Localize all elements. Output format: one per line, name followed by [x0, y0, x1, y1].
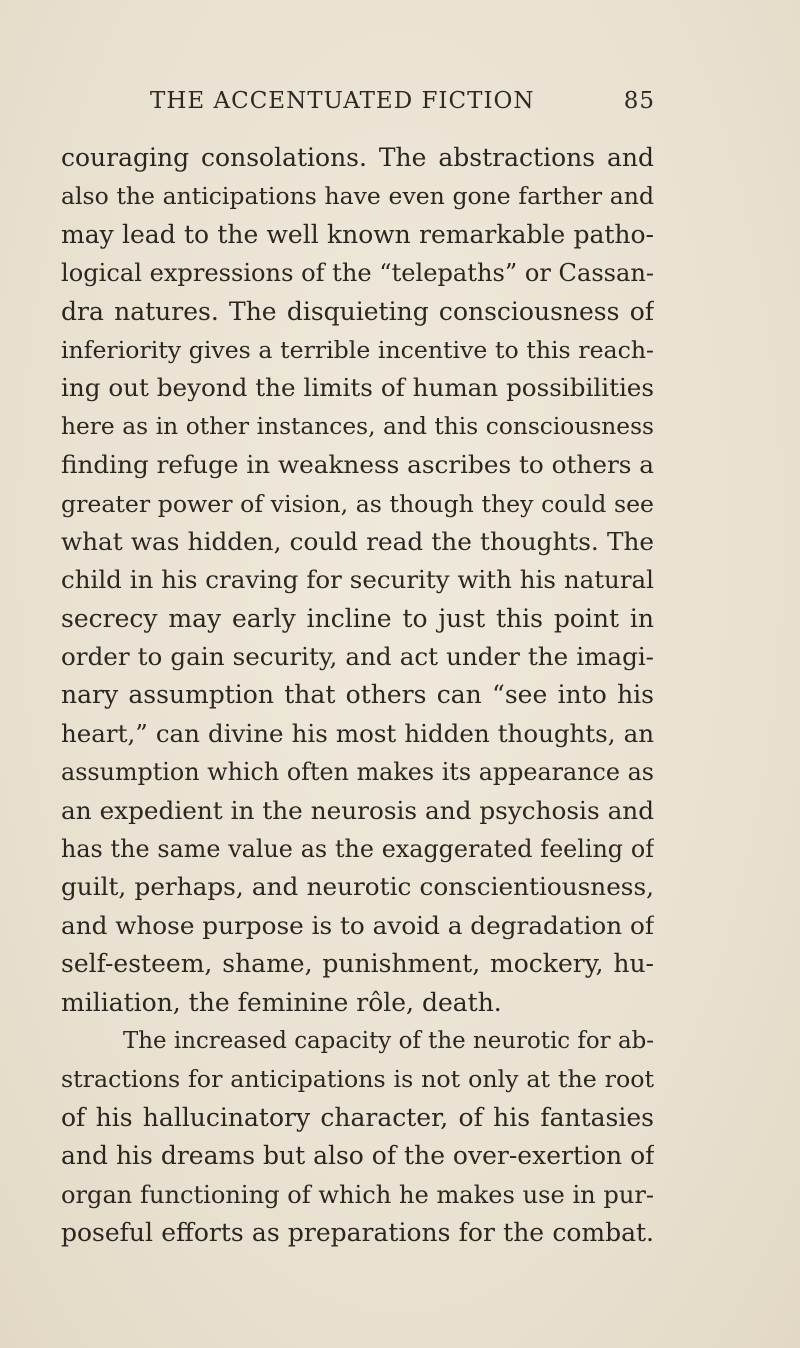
text-line: secrecy may early incline to just this point in: [61, 603, 654, 633]
text-line: of his hallucinatory character, of his fantasies: [61, 1102, 654, 1132]
running-head-title: THE ACCENTUATED FICTION: [150, 88, 535, 114]
text-line: has the same value as the exaggerated feeling of: [61, 835, 654, 864]
text-line: stractions for anticipations is not only at the root: [61, 1065, 654, 1094]
text-line: nary assumption that others can “see into his: [61, 680, 654, 710]
body-text: [61, 139, 654, 1252]
text-line: greater power of vision, as though they could see: [61, 489, 654, 518]
page-number: 85: [623, 88, 655, 114]
running-head: [150, 88, 655, 120]
text-line: may lead to the well known remarkable patho-: [61, 219, 654, 249]
paragraph-end-line: miliation, the feminine rôle, death.: [61, 987, 502, 1017]
text-line: ing out beyond the limits of human possibilities: [61, 373, 654, 403]
text-line: and whose purpose is to avoid a degradation of: [61, 910, 654, 940]
text-line: self-esteem, shame, punishment, mockery, hu-: [61, 949, 654, 979]
text-line: logical expressions of the “telepaths” or Cassan-: [61, 259, 654, 288]
paragraph-start-line: The increased capacity of the neurotic for ab-: [123, 1027, 654, 1054]
text-line: also the anticipations have even gone farther and: [61, 182, 654, 211]
text-line: what was hidden, could read the thoughts. The: [61, 526, 654, 556]
text-line: poseful efforts as preparations for the combat.: [61, 1217, 654, 1247]
text-line: and his dreams but also of the over-exertion of: [61, 1141, 654, 1171]
text-line: an expedient in the neurosis and psychosis and: [61, 795, 654, 825]
text-line: order to gain security, and act under the imagi-: [61, 642, 654, 672]
text-line: guilt, perhaps, and neurotic conscientiousness,: [61, 872, 654, 902]
text-line: finding refuge in weakness ascribes to others a: [61, 450, 654, 480]
text-line: inferiority gives a terrible incentive to this reach-: [61, 335, 654, 364]
text-line: here as in other instances, and this consciousness: [61, 412, 654, 440]
text-line: child in his craving for security with his natural: [61, 565, 654, 595]
text-line: heart,” can divine his most hidden thoughts, an: [61, 718, 654, 748]
text-line: assumption which often makes its appearance as: [61, 758, 654, 787]
text-line: couraging consolations. The abstractions and: [61, 143, 654, 172]
text-line: organ functioning of which he makes use in pur-: [61, 1180, 654, 1209]
text-line: dra natures. The disquieting consciousness of: [61, 296, 654, 326]
